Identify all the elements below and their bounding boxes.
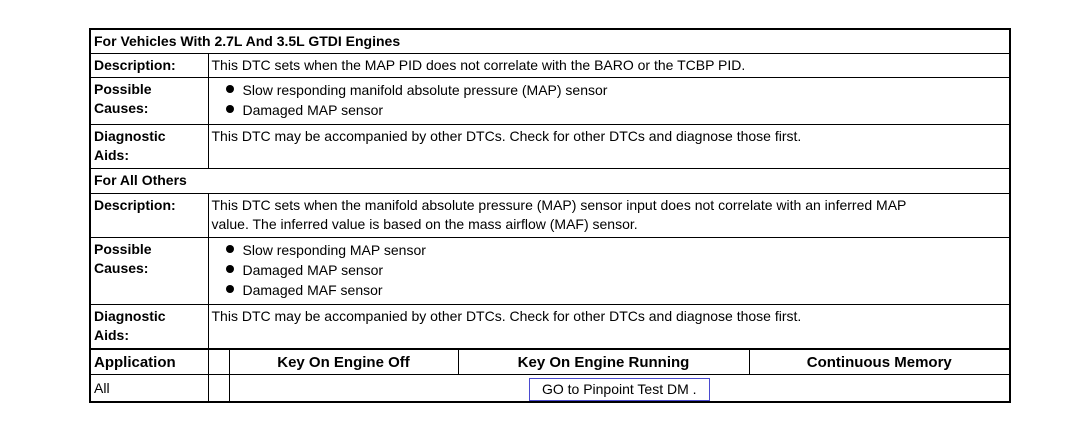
section1-header: For Vehicles With 2.7L And 3.5L GTDI Engines — [90, 29, 1010, 54]
section1-causes-label: Possible Causes: — [90, 78, 208, 125]
section2-header: For All Others — [90, 169, 1010, 194]
list-item: Damaged MAF sensor — [222, 280, 1007, 300]
section1-description-label: Description: — [90, 54, 208, 78]
section2-causes-label: Possible Causes: — [90, 238, 208, 305]
section1-description: This DTC sets when the MAP PID does not correlate with the BARO or the TCBP PID. — [208, 54, 1010, 78]
action-cell — [229, 375, 1010, 403]
list-item: Slow responding manifold absolute pressure (MAP) sensor — [222, 80, 1007, 100]
list-item: Slow responding MAP sensor — [222, 240, 1007, 260]
application-label: Application — [90, 350, 208, 375]
application-row-label: All — [90, 375, 208, 403]
section2-aids: This DTC may be accompanied by other DTCs. Check for other DTCs and diagnose those first. — [208, 305, 1010, 349]
empty-cell — [208, 375, 229, 403]
section2-aids-label: Diagnostic Aids: — [90, 305, 208, 349]
col-key-on-engine-running: Key On Engine Running — [458, 350, 749, 375]
pinpoint-test-link[interactable]: GO to Pinpoint Test DM . — [529, 378, 710, 401]
list-item: Damaged MAP sensor — [222, 260, 1007, 280]
section2-causes-list — [208, 238, 1010, 305]
application-table — [89, 349, 1011, 403]
bullet-icon — [226, 245, 234, 253]
dtc-document — [89, 28, 1011, 403]
section1-aids-label: Diagnostic Aids: — [90, 125, 208, 169]
section2-description: This DTC sets when the manifold absolute pressure (MAP) sensor input does not correlate with an inferred MAP value. The inferred value is based on the mass airflow (MAF) sensor. — [208, 194, 1010, 238]
bullet-icon — [226, 85, 234, 93]
section1-causes-list — [208, 78, 1010, 125]
bullet-icon — [226, 265, 234, 273]
dtc-info-table — [89, 28, 1011, 349]
col-continuous-memory: Continuous Memory — [749, 350, 1010, 375]
section2-description-label: Description: — [90, 194, 208, 238]
bullet-icon — [226, 105, 234, 113]
col-key-on-engine-off: Key On Engine Off — [229, 350, 458, 375]
section1-aids: This DTC may be accompanied by other DTCs. Check for other DTCs and diagnose those first. — [208, 125, 1010, 169]
empty-cell — [208, 350, 229, 375]
bullet-icon — [226, 285, 234, 293]
list-item: Damaged MAP sensor — [222, 100, 1007, 120]
